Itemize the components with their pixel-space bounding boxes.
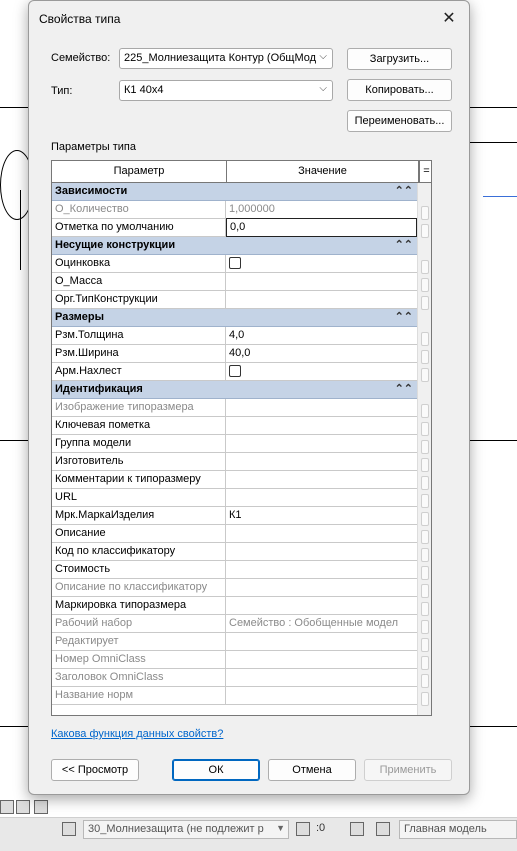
table-row[interactable] — [52, 561, 419, 579]
selection-count: :0 — [316, 822, 326, 834]
param-value-cell[interactable] — [226, 255, 419, 272]
param-value-cell[interactable] — [226, 417, 419, 434]
param-value-cell[interactable] — [226, 561, 419, 578]
param-name-cell: О_Количество — [52, 201, 226, 218]
param-name-cell: Описание по классификатору — [52, 579, 226, 596]
canvas-line — [470, 107, 517, 108]
param-value-cell — [226, 651, 419, 668]
table-row[interactable] — [52, 435, 419, 453]
param-name-cell: Изготовитель — [52, 453, 226, 470]
canvas-line — [0, 726, 28, 727]
filter-icon[interactable] — [34, 800, 48, 814]
param-name-cell: Изображение типоразмера — [52, 399, 226, 416]
table-row[interactable] — [52, 597, 419, 615]
chevron-down-icon: ▼ — [276, 823, 285, 833]
row-handle — [421, 530, 429, 544]
row-handle — [421, 440, 429, 454]
canvas-line — [470, 726, 517, 727]
canvas-line — [0, 440, 28, 441]
type-value: К1 40х4 — [124, 84, 164, 96]
canvas-line-blue — [483, 196, 517, 197]
scrollbar-track[interactable] — [421, 187, 429, 711]
grid-header — [52, 161, 432, 183]
type-parameters-grid — [51, 160, 432, 716]
row-handle — [421, 692, 429, 706]
canvas-line — [0, 107, 28, 108]
param-name-cell: Рабочий набор — [52, 615, 226, 632]
chevron-down-icon: ⌵ — [319, 51, 327, 62]
row-handle — [421, 656, 429, 670]
canvas-line — [470, 142, 517, 143]
param-name-cell: Орг.ТипКонструкции — [52, 291, 226, 308]
close-icon[interactable]: ✕ — [442, 10, 456, 27]
param-value-cell: Семейство : Обобщенные модел — [229, 617, 399, 629]
row-handle — [421, 458, 429, 472]
param-value-cell — [226, 579, 419, 596]
type-params-label: Параметры типа — [51, 141, 136, 153]
table-row[interactable] — [52, 291, 419, 309]
param-value-cell[interactable]: 4,0 — [229, 329, 245, 341]
param-name-cell: Оцинковка — [52, 255, 226, 272]
row-handle — [421, 638, 429, 652]
param-value-cell[interactable] — [226, 363, 419, 380]
param-value-cell[interactable]: К1 — [229, 509, 242, 521]
apply-button[interactable]: Применить — [364, 759, 452, 781]
table-row[interactable] — [52, 201, 419, 219]
table-row[interactable] — [52, 471, 419, 489]
row-handle — [421, 602, 429, 616]
table-row[interactable] — [52, 507, 419, 525]
load-button[interactable]: Загрузить... — [347, 48, 452, 70]
table-row[interactable] — [52, 345, 419, 363]
preview-button[interactable]: << Просмотр — [51, 759, 139, 781]
grid-scrollbar[interactable] — [417, 183, 431, 716]
param-name-cell: Мрк.МаркаИзделия — [52, 507, 226, 524]
collapse-icon[interactable]: ⌃⌃ — [394, 185, 413, 197]
checkbox[interactable] — [229, 257, 241, 269]
worksets-status-icon[interactable] — [62, 822, 76, 836]
param-name-cell: Комментарии к типоразмеру — [52, 471, 226, 488]
design-options-icon[interactable] — [16, 800, 30, 814]
row-handle — [421, 494, 429, 508]
table-row[interactable] — [52, 255, 419, 273]
param-name-cell: Ключевая пометка — [52, 417, 226, 434]
copy-button[interactable]: Копировать... — [347, 79, 452, 101]
dialog-title: Свойства типа — [39, 12, 121, 26]
table-row[interactable] — [52, 651, 419, 669]
table-row[interactable] — [52, 615, 419, 633]
row-handle — [421, 674, 429, 688]
link-icon[interactable] — [376, 822, 390, 836]
group-name: Зависимости — [55, 185, 128, 197]
group-header[interactable] — [52, 309, 419, 327]
main-model-select[interactable] — [399, 820, 517, 839]
table-row[interactable] — [52, 363, 419, 381]
param-name-cell: Рзм.Ширина — [52, 345, 226, 362]
table-row[interactable] — [52, 525, 419, 543]
row-handle — [421, 404, 429, 418]
table-row[interactable] — [52, 417, 419, 435]
param-name-cell: URL — [52, 489, 226, 506]
param-value-cell[interactable] — [226, 471, 419, 488]
param-value-cell[interactable] — [226, 453, 419, 470]
collapse-icon[interactable]: ⌃⌃ — [394, 239, 413, 251]
param-value-cell — [226, 669, 419, 686]
row-handle — [421, 332, 429, 346]
canvas-line — [470, 440, 517, 441]
param-value-cell[interactable] — [226, 435, 419, 452]
param-name-cell: Группа модели — [52, 435, 226, 452]
filter-selection-icon[interactable] — [296, 822, 310, 836]
table-row[interactable] — [52, 219, 419, 237]
table-row[interactable] — [52, 399, 419, 417]
canvas-line — [20, 190, 21, 270]
group-name: Идентификация — [55, 383, 143, 395]
type-properties-dialog — [28, 0, 470, 795]
ok-button[interactable]: ОК — [172, 759, 260, 781]
group-header[interactable] — [52, 237, 419, 255]
row-handle — [421, 278, 429, 292]
editable-only-icon[interactable] — [350, 822, 364, 836]
param-name-cell: Маркировка типоразмера — [52, 597, 226, 614]
param-name-cell: Арм.Нахлест — [52, 363, 226, 380]
rename-button[interactable]: Переименовать... — [347, 110, 452, 132]
param-value-cell[interactable] — [226, 543, 419, 560]
row-handle — [421, 350, 429, 364]
row-handle — [421, 296, 429, 310]
table-row[interactable] — [52, 489, 419, 507]
formula-column-button[interactable]: = — [419, 161, 432, 182]
group-name: Несущие конструкции — [55, 239, 176, 251]
column-header-parameter[interactable]: Параметр — [52, 161, 227, 182]
param-value-cell[interactable] — [226, 597, 419, 614]
row-handle — [421, 422, 429, 436]
param-value-cell[interactable] — [226, 525, 419, 542]
table-row[interactable] — [52, 669, 419, 687]
table-row[interactable] — [52, 327, 419, 345]
param-name-cell: Название норм — [52, 687, 226, 704]
family-value: 225_Молниезащита Контур (ОбщМод — [124, 52, 317, 64]
family-select[interactable] — [119, 48, 333, 69]
family-label: Семейство: — [51, 52, 111, 64]
param-name-cell: Редактирует — [52, 633, 226, 650]
group-name: Размеры — [55, 311, 105, 323]
param-value-cell[interactable] — [226, 489, 419, 506]
row-handle — [421, 620, 429, 634]
active-category-value: 30_Молниезащита (не подлежит р — [88, 823, 264, 835]
param-value-cell[interactable] — [226, 291, 419, 308]
chevron-down-icon: ⌵ — [319, 83, 327, 94]
row-handle — [421, 206, 429, 220]
param-name-cell: Рзм.Толщина — [52, 327, 226, 344]
workset-icon[interactable] — [0, 800, 14, 814]
row-handle — [421, 566, 429, 580]
main-model-value: Главная модель — [404, 823, 487, 835]
param-name-cell: Описание — [52, 525, 226, 542]
table-row[interactable] — [52, 453, 419, 471]
param-name-cell: Номер OmniClass — [52, 651, 226, 668]
group-header[interactable] — [52, 381, 419, 399]
param-value-cell — [226, 687, 419, 704]
row-handle — [421, 512, 429, 526]
cancel-button[interactable]: Отмена — [268, 759, 356, 781]
active-category-select[interactable] — [83, 820, 289, 839]
table-row[interactable] — [52, 543, 419, 561]
param-name-cell: О_Масса — [52, 273, 226, 290]
group-header[interactable] — [52, 183, 419, 201]
param-value-cell[interactable] — [226, 273, 419, 290]
param-name-cell: Код по классификатору — [52, 543, 226, 560]
column-header-value[interactable]: Значение — [227, 161, 419, 182]
type-select[interactable] — [119, 80, 333, 101]
table-row[interactable] — [52, 687, 419, 705]
checkbox[interactable] — [229, 365, 241, 377]
table-row[interactable] — [52, 633, 419, 651]
table-row[interactable] — [52, 273, 419, 291]
collapse-icon[interactable]: ⌃⌃ — [394, 383, 413, 395]
row-handle — [421, 368, 429, 382]
grid-rows — [52, 183, 419, 705]
collapse-icon[interactable]: ⌃⌃ — [394, 311, 413, 323]
row-handle — [421, 476, 429, 490]
param-name-cell: Стоимость — [52, 561, 226, 578]
param-name-cell: Заголовок OmniClass — [52, 669, 226, 686]
param-value-cell — [226, 399, 419, 416]
help-link[interactable]: Какова функция данных свойств? — [51, 728, 224, 740]
param-value-cell[interactable]: 0,0 — [226, 218, 417, 237]
param-value-cell[interactable]: 40,0 — [229, 347, 251, 359]
row-handle — [421, 260, 429, 274]
param-name-cell: Отметка по умолчанию — [52, 219, 226, 236]
param-value-cell — [226, 633, 419, 650]
row-handle — [421, 584, 429, 598]
row-handle — [421, 224, 429, 238]
table-row[interactable] — [52, 579, 419, 597]
row-handle — [421, 548, 429, 562]
param-value-cell: 1,000000 — [229, 203, 275, 215]
type-label: Тип: — [51, 85, 73, 97]
